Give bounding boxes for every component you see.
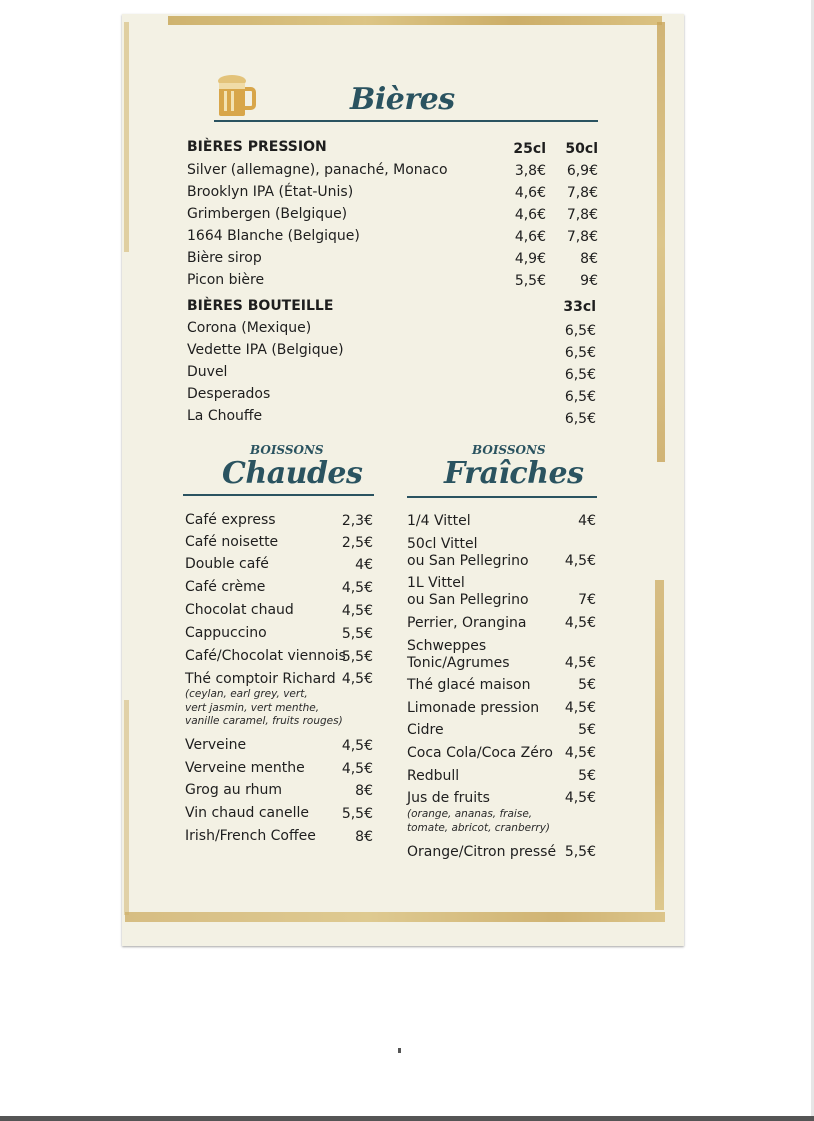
fraiches-item-price: 4,5€: [564, 790, 596, 806]
pression-heading: BIÈRES PRESSION: [187, 139, 327, 155]
gold-border-bottom: [125, 912, 665, 922]
chaudes-item-name: Verveine menthe: [185, 760, 305, 776]
fraiches-item-price: 4€: [578, 513, 596, 529]
pression-item-price-50cl: 9€: [580, 273, 598, 289]
gold-border-right-lower: [655, 580, 664, 910]
chaudes-item-name: Thé comptoir Richard: [185, 671, 336, 687]
bieres-title: Bières: [350, 82, 455, 117]
pression-item-price-50cl: 7,8€: [566, 229, 598, 245]
chaudes-item-name: Chocolat chaud: [185, 602, 294, 618]
gold-border-left-lower: [124, 700, 129, 915]
chaudes-item-name: Café/Chocolat viennois: [185, 648, 346, 664]
fraiches-item-name: Thé glacé maison: [407, 677, 531, 693]
the-varieties-note: (ceylan, earl grey, vert,: [185, 688, 308, 700]
chaudes-title: Chaudes: [222, 456, 363, 491]
fraiches-title: Fraîches: [444, 456, 584, 491]
chaudes-item-price: 5,5€: [341, 626, 373, 642]
chaudes-item-price: 5,5€: [341, 649, 373, 665]
bouteille-item-name: Vedette IPA (Belgique): [187, 342, 344, 358]
the-varieties-note: vert jasmin, vert menthe,: [185, 701, 320, 714]
chaudes-item-name: Café crème: [185, 579, 266, 595]
fraiches-item-name: Perrier, Orangina: [407, 615, 527, 631]
chaudes-item-price: 5,5€: [341, 806, 373, 822]
pression-col-25cl: 25cl: [513, 141, 546, 157]
pression-item-price-50cl: 7,8€: [566, 185, 598, 201]
bieres-rule: [214, 120, 598, 122]
gold-border-top: [168, 16, 662, 25]
bouteille-item-price: 6,5€: [564, 367, 596, 383]
chaudes-item-price: 8€: [355, 829, 373, 845]
chaudes-item-name: Café noisette: [185, 534, 279, 550]
fraiches-item-name: Redbull: [407, 768, 460, 784]
bouteille-item-price: 6,5€: [564, 323, 596, 339]
fraiches-item-price: 7€: [578, 592, 596, 608]
fraiches-item-name: 50cl Vittel: [407, 536, 478, 552]
fraiches-rule: [407, 496, 597, 498]
pression-item-name: Picon bière: [187, 272, 265, 288]
fraiches-item-price: 5€: [578, 722, 596, 738]
gold-border-left: [124, 22, 129, 252]
bouteille-item-name: La Chouffe: [187, 408, 263, 424]
bouteille-item-name: Desperados: [187, 386, 271, 402]
jus-varieties-note: (orange, ananas, fraise,: [407, 808, 533, 820]
chaudes-item-name: Irish/French Coffee: [185, 828, 316, 844]
pression-item-price-25cl: 4,6€: [514, 185, 546, 201]
chaudes-item-price: 4,5€: [341, 738, 373, 754]
fraiches-item-name: Jus de fruits: [407, 790, 490, 806]
pression-item-price-50cl: 7,8€: [566, 207, 598, 223]
scan-edge-bottom: [0, 1116, 814, 1121]
chaudes-item-price: 4,5€: [341, 761, 373, 777]
pression-col-50cl: 50cl: [565, 141, 598, 157]
fraiches-item-price: 4,5€: [564, 700, 596, 716]
fraiches-item-price: 4,5€: [564, 553, 596, 569]
gold-border-right: [657, 22, 665, 462]
pression-item-price-25cl: 4,6€: [514, 229, 546, 245]
fraiches-item-price: 4,5€: [564, 745, 596, 761]
chaudes-item-name: Grog au rhum: [185, 782, 282, 798]
beer-mug-icon: [216, 74, 256, 118]
pression-item-price-50cl: 8€: [580, 251, 598, 267]
bouteille-item-price: 6,5€: [564, 345, 596, 361]
fraiches-item-name-line2: Tonic/Agrumes: [407, 655, 510, 671]
chaudes-item-name: Cappuccino: [185, 625, 267, 641]
chaudes-item-price: 4€: [355, 557, 373, 573]
pression-item-name: Grimbergen (Belgique): [187, 206, 348, 222]
jus-varieties-note: tomate, abricot, cranberry): [407, 822, 551, 834]
chaudes-item-price: 8€: [355, 783, 373, 799]
the-varieties-note: vanille caramel, fruits rouges): [185, 715, 343, 727]
scan-speck: [398, 1048, 401, 1053]
pression-item-price-50cl: 6,9€: [566, 163, 598, 179]
pression-item-name: Bière sirop: [187, 250, 262, 266]
fraiches-subtitle: BOISSONS: [472, 443, 546, 457]
fraiches-item-price: 5€: [578, 677, 596, 693]
pression-item-name: Brooklyn IPA (État-Unis): [187, 184, 354, 200]
bouteille-item-name: Duvel: [187, 364, 228, 380]
fraiches-item-name: Limonade pression: [407, 700, 540, 716]
pression-item-name: Silver (allemagne), panaché, Monaco: [187, 162, 448, 178]
fraiches-item-name-line2: ou San Pellegrino: [407, 553, 529, 569]
bouteille-col-33cl: 33cl: [563, 299, 596, 315]
pression-item-price-25cl: 4,9€: [514, 251, 546, 267]
bouteille-item-price: 6,5€: [564, 389, 596, 405]
bouteille-item-name: Corona (Mexique): [187, 320, 312, 336]
chaudes-item-name: Double café: [185, 556, 269, 572]
bouteille-heading: BIÈRES BOUTEILLE: [187, 298, 334, 314]
pression-item-price-25cl: 4,6€: [514, 207, 546, 223]
fraiches-item-price: 5,5€: [564, 844, 596, 860]
chaudes-subtitle: BOISSONS: [250, 443, 324, 457]
chaudes-item-name: Vin chaud canelle: [185, 805, 309, 821]
fraiches-item-name-line2: ou San Pellegrino: [407, 592, 529, 608]
fraiches-item-name: 1L Vittel: [407, 575, 465, 591]
bouteille-item-price: 6,5€: [564, 411, 596, 427]
fraiches-item-price: 4,5€: [564, 615, 596, 631]
chaudes-item-price: 2,5€: [341, 535, 373, 551]
chaudes-item-price: 2,3€: [341, 513, 373, 529]
chaudes-item-name: Verveine: [185, 737, 247, 753]
fraiches-item-price: 5€: [578, 768, 596, 784]
fraiches-item-price: 4,5€: [564, 655, 596, 671]
fraiches-item-name: Schweppes: [407, 638, 487, 654]
chaudes-item-price: 4,5€: [341, 603, 373, 619]
pression-item-name: 1664 Blanche (Belgique): [187, 228, 360, 244]
fraiches-item-name: Orange/Citron pressé: [407, 844, 557, 860]
fraiches-item-name: 1/4 Vittel: [407, 513, 471, 529]
chaudes-item-name: Café express: [185, 512, 276, 528]
fraiches-item-name: Cidre: [407, 722, 444, 738]
pression-item-price-25cl: 3,8€: [514, 163, 546, 179]
chaudes-item-price: 4,5€: [341, 580, 373, 596]
fraiches-item-name: Coca Cola/Coca Zéro: [407, 745, 553, 761]
chaudes-rule: [183, 494, 374, 496]
chaudes-item-price: 4,5€: [341, 671, 373, 687]
pression-item-price-25cl: 5,5€: [514, 273, 546, 289]
